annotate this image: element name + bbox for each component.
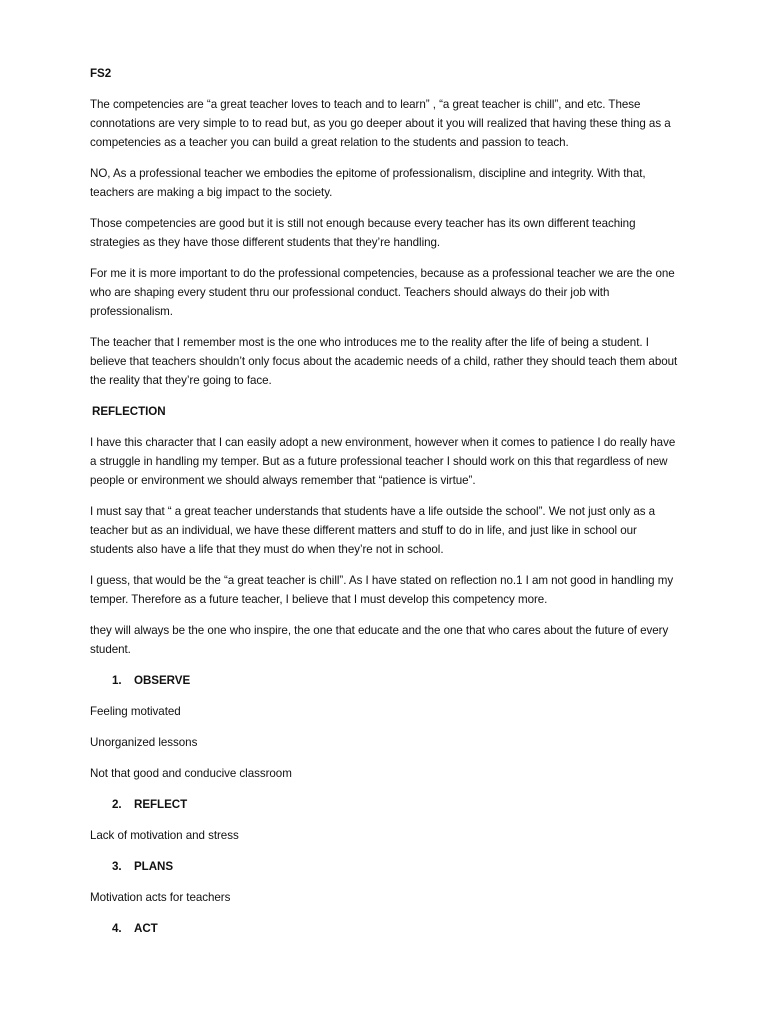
reflection-paragraph-3: I guess, that would be the “a great teacher is chill”. As I have stated on reflection no.1 I am not good in handling my temper. Therefore as a future teacher, I believe that I must develop this competency more. (90, 574, 674, 606)
step-title: PLANS (134, 860, 174, 873)
step-heading-act (90, 919, 678, 938)
reflection-paragraph-1: I have this character that I can easily adopt a new environment, however when it comes to patience I do really have a struggle in handling my temper. But as a future professional teacher I should work on this that regardless of new people or environment we should always remember that “patience is virtue”. (90, 436, 676, 487)
reflection-paragraph-4: they will always be the one who inspire, the one that educate and the one that who cares about the future of every student. (90, 624, 669, 656)
reflection-heading: REFLECTION (92, 405, 166, 418)
step-heading-observe (90, 671, 678, 690)
paragraph-competencies: The competencies are “a great teacher loves to teach and to learn” , “a great teacher is chill”, and etc. These connotations are very simple to to read but, as you go deeper about it you will realized that having these thing as a competencies as a teacher you can build a great relation to the students and passion to teach. (90, 98, 671, 149)
step-number: 3. (112, 860, 122, 873)
step-number: 4. (112, 922, 122, 935)
step-heading-plans (90, 857, 678, 876)
paragraph-professional: NO, As a professional teacher we embodies the epitome of professionalism, discipline and integrity. With that, teachers are making a big impact to the society. (90, 167, 646, 199)
paragraph-teacher-remember: The teacher that I remember most is the one who introduces me to the reality after the life of being a student. I believe that teachers shouldn’t only focus about the academic needs of a child, rather they should teach them about the reality that they’re going to face. (90, 336, 678, 387)
step-item: Unorganized lessons (90, 736, 198, 749)
step-item: Lack of motivation and stress (90, 829, 239, 842)
step-number: 1. (112, 674, 122, 687)
steps-list (90, 671, 678, 938)
step-title: ACT (134, 922, 158, 935)
step-title: REFLECT (134, 798, 188, 811)
step-number: 2. (112, 798, 122, 811)
reflection-paragraph-2: I must say that “ a great teacher understands that students have a life outside the school”. We not just only as a teacher but as an individual, we have these different matters and stuff to do in life, and just like in school our students also have a life that they must do when they’re not in school. (90, 505, 656, 556)
step-title: OBSERVE (134, 674, 191, 687)
paragraph-not-enough: Those competencies are good but it is still not enough because every teacher has its own different teaching strategies as they have those different students that they’re handling. (90, 217, 636, 249)
step-item: Motivation acts for teachers (90, 891, 231, 904)
paragraph-more-important: For me it is more important to do the professional competencies, because as a professional teacher we are the one who are shaping every student thru our professional conduct. Teachers should always do their job with professionalism. (90, 267, 675, 318)
step-item: Not that good and conducive classroom (90, 767, 292, 780)
document-title: FS2 (90, 67, 112, 80)
step-heading-reflect (90, 795, 678, 814)
step-item: Feeling motivated (90, 705, 181, 718)
